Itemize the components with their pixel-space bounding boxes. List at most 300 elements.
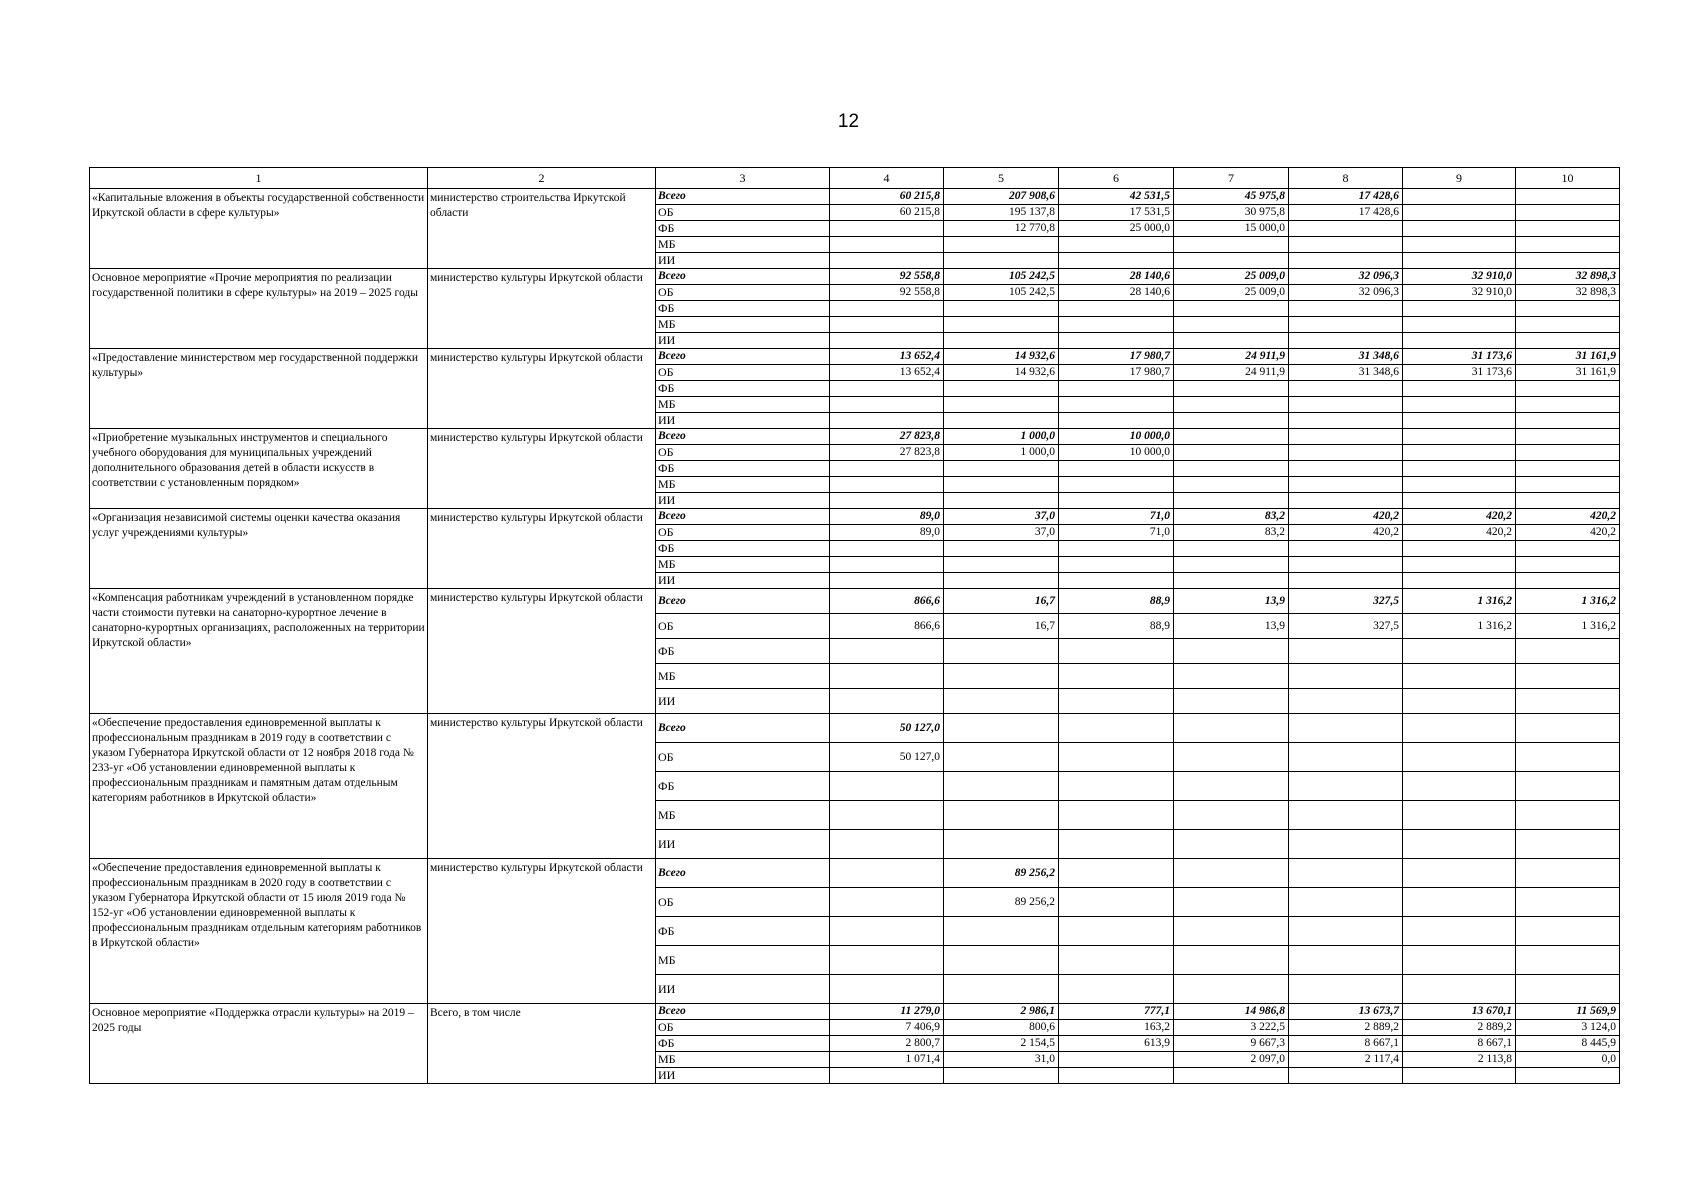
value-cell <box>1403 397 1516 413</box>
measure-description: «Приобретение музыкальных инструментов и специального учебного оборудования для муниципальных учреждений дополнительного образования детей в области искусств в соответствии с установленным порядком» <box>90 429 428 509</box>
value-cell: 25 009,0 <box>1174 285 1289 301</box>
value-cell <box>830 946 944 975</box>
value-cell <box>830 317 944 333</box>
funding-source-cell: ФБ <box>656 301 830 317</box>
value-cell <box>1516 689 1620 714</box>
value-cell <box>1516 253 1620 269</box>
value-cell: 50 127,0 <box>830 743 944 772</box>
value-cell <box>1516 541 1620 557</box>
value-cell: 800,6 <box>944 1020 1059 1036</box>
value-cell: 420,2 <box>1516 525 1620 541</box>
value-cell: 60 215,8 <box>830 205 944 221</box>
funding-source-cell: ОБ <box>656 888 830 917</box>
value-cell: 30 975,8 <box>1174 205 1289 221</box>
value-cell: 2 889,2 <box>1289 1020 1403 1036</box>
value-cell: 2 986,1 <box>944 1004 1059 1020</box>
value-cell <box>944 743 1059 772</box>
value-cell <box>1516 639 1620 664</box>
value-cell <box>944 317 1059 333</box>
value-cell <box>1174 573 1289 589</box>
value-cell <box>1059 714 1174 743</box>
funding-source-cell: ИИ <box>656 830 830 859</box>
funding-source-cell: ИИ <box>656 975 830 1004</box>
value-cell <box>1516 772 1620 801</box>
value-cell <box>1289 221 1403 237</box>
value-cell <box>1289 859 1403 888</box>
value-cell <box>944 381 1059 397</box>
value-cell <box>1403 639 1516 664</box>
value-cell <box>1174 541 1289 557</box>
value-cell: 31 161,9 <box>1516 365 1620 381</box>
funding-source-cell: ОБ <box>656 1020 830 1036</box>
value-cell <box>944 397 1059 413</box>
value-cell <box>1289 946 1403 975</box>
value-cell: 88,9 <box>1059 589 1174 614</box>
value-cell <box>1516 1068 1620 1084</box>
funding-source-cell: ОБ <box>656 285 830 301</box>
value-cell <box>1174 664 1289 689</box>
value-cell <box>830 237 944 253</box>
funding-source-cell: ФБ <box>656 639 830 664</box>
value-cell <box>1059 493 1174 509</box>
column-number: 1 <box>90 168 428 189</box>
executor-cell: министерство культуры Иркутской области <box>428 269 656 349</box>
value-cell <box>1516 477 1620 493</box>
measure-description: «Организация независимой системы оценки качества оказания услуг учреждениями культуры» <box>90 509 428 589</box>
value-cell <box>830 493 944 509</box>
column-number: 2 <box>428 168 656 189</box>
funding-source-cell: ИИ <box>656 573 830 589</box>
value-cell <box>1059 1052 1174 1068</box>
column-number-row <box>90 168 1620 189</box>
value-cell <box>1403 946 1516 975</box>
value-cell <box>830 639 944 664</box>
funding-source-cell: Всего <box>656 714 830 743</box>
value-cell: 17 980,7 <box>1059 349 1174 365</box>
value-cell <box>1289 381 1403 397</box>
value-cell <box>1289 397 1403 413</box>
value-cell <box>830 772 944 801</box>
value-cell: 27 823,8 <box>830 429 944 445</box>
value-cell <box>1174 772 1289 801</box>
value-cell <box>1403 689 1516 714</box>
value-cell: 13 652,4 <box>830 349 944 365</box>
value-cell: 83,2 <box>1174 525 1289 541</box>
value-cell <box>1289 639 1403 664</box>
value-cell: 60 215,8 <box>830 189 944 205</box>
column-number: 5 <box>944 168 1059 189</box>
funding-source-cell: МБ <box>656 397 830 413</box>
value-cell: 32 898,3 <box>1516 285 1620 301</box>
value-cell: 17 980,7 <box>1059 365 1174 381</box>
funding-source-cell: Всего <box>656 269 830 285</box>
value-cell <box>1174 413 1289 429</box>
funding-source-cell: Всего <box>656 859 830 888</box>
value-cell: 105 242,5 <box>944 285 1059 301</box>
value-cell <box>1059 772 1174 801</box>
executor-cell: министерство культуры Иркутской области <box>428 509 656 589</box>
column-number: 8 <box>1289 168 1403 189</box>
value-cell <box>1289 301 1403 317</box>
executor-cell: Всего, в том числе <box>428 1004 656 1084</box>
value-cell <box>944 333 1059 349</box>
value-cell: 1 000,0 <box>944 445 1059 461</box>
value-cell <box>944 413 1059 429</box>
value-cell <box>1174 801 1289 830</box>
value-cell: 3 124,0 <box>1516 1020 1620 1036</box>
value-cell <box>1516 801 1620 830</box>
value-cell: 32 096,3 <box>1289 269 1403 285</box>
funding-source-cell: ФБ <box>656 1036 830 1052</box>
value-cell <box>1516 830 1620 859</box>
value-cell: 13,9 <box>1174 589 1289 614</box>
value-cell: 1 071,4 <box>830 1052 944 1068</box>
value-cell <box>1174 946 1289 975</box>
value-cell <box>1403 664 1516 689</box>
value-cell <box>1403 445 1516 461</box>
value-cell: 11 279,0 <box>830 1004 944 1020</box>
value-cell <box>1403 333 1516 349</box>
value-cell: 32 096,3 <box>1289 285 1403 301</box>
funding-source-cell: ФБ <box>656 917 830 946</box>
value-cell: 31 161,9 <box>1516 349 1620 365</box>
value-cell <box>1516 333 1620 349</box>
value-cell <box>1289 445 1403 461</box>
value-cell: 613,9 <box>1059 1036 1174 1052</box>
value-cell <box>830 301 944 317</box>
column-number: 4 <box>830 168 944 189</box>
value-cell: 50 127,0 <box>830 714 944 743</box>
funding-source-cell: МБ <box>656 317 830 333</box>
value-cell <box>1059 333 1174 349</box>
value-cell <box>944 237 1059 253</box>
value-cell <box>1516 301 1620 317</box>
value-cell <box>1174 429 1289 445</box>
value-cell: 31 173,6 <box>1403 365 1516 381</box>
value-cell: 88,9 <box>1059 614 1174 639</box>
funding-source-cell: ОБ <box>656 525 830 541</box>
table-body <box>90 168 1620 1084</box>
value-cell <box>944 664 1059 689</box>
value-cell <box>1174 237 1289 253</box>
funding-source-cell: ФБ <box>656 772 830 801</box>
funding-source-cell: Всего <box>656 1004 830 1020</box>
value-cell: 31 173,6 <box>1403 349 1516 365</box>
value-cell <box>1059 1068 1174 1084</box>
value-cell <box>1059 477 1174 493</box>
value-cell: 42 531,5 <box>1059 189 1174 205</box>
value-cell <box>1403 830 1516 859</box>
value-cell <box>1174 477 1289 493</box>
funding-source-cell: ОБ <box>656 205 830 221</box>
value-cell: 12 770,8 <box>944 221 1059 237</box>
value-cell <box>1174 917 1289 946</box>
value-cell: 45 975,8 <box>1174 189 1289 205</box>
value-cell <box>1516 859 1620 888</box>
value-cell <box>1174 689 1289 714</box>
value-cell <box>944 1068 1059 1084</box>
value-cell <box>1174 1068 1289 1084</box>
value-cell: 10 000,0 <box>1059 445 1174 461</box>
value-cell: 2 889,2 <box>1403 1020 1516 1036</box>
value-cell <box>1059 689 1174 714</box>
value-cell <box>830 221 944 237</box>
value-cell: 2 154,5 <box>944 1036 1059 1052</box>
value-cell <box>1516 557 1620 573</box>
value-cell <box>1174 317 1289 333</box>
value-cell: 13 673,7 <box>1289 1004 1403 1020</box>
value-cell: 9 667,3 <box>1174 1036 1289 1052</box>
value-cell <box>1059 237 1174 253</box>
value-cell <box>1059 317 1174 333</box>
funding-source-cell: ФБ <box>656 221 830 237</box>
value-cell: 420,2 <box>1403 525 1516 541</box>
value-cell <box>1174 859 1289 888</box>
value-cell <box>1403 413 1516 429</box>
value-cell <box>830 253 944 269</box>
value-cell <box>1289 557 1403 573</box>
value-cell <box>1403 381 1516 397</box>
value-cell <box>830 413 944 429</box>
funding-source-cell: МБ <box>656 237 830 253</box>
value-cell: 8 667,1 <box>1403 1036 1516 1052</box>
funding-source-cell: Всего <box>656 349 830 365</box>
value-cell <box>1059 975 1174 1004</box>
value-cell <box>944 689 1059 714</box>
value-cell: 8 667,1 <box>1289 1036 1403 1052</box>
value-cell <box>1403 975 1516 1004</box>
value-cell <box>1403 714 1516 743</box>
value-cell <box>1174 253 1289 269</box>
page-number: 12 <box>837 111 860 132</box>
value-cell <box>830 689 944 714</box>
value-cell <box>830 1068 944 1084</box>
funding-source-cell: ИИ <box>656 333 830 349</box>
value-cell <box>1059 413 1174 429</box>
value-cell <box>1289 573 1403 589</box>
value-cell <box>1516 743 1620 772</box>
value-cell: 105 242,5 <box>944 269 1059 285</box>
value-cell <box>1059 917 1174 946</box>
executor-cell: министерство культуры Иркутской области <box>428 589 656 714</box>
value-cell <box>1059 253 1174 269</box>
column-number: 6 <box>1059 168 1174 189</box>
value-cell: 89 256,2 <box>944 859 1059 888</box>
value-cell <box>1059 557 1174 573</box>
measure-description: Основное мероприятие «Поддержка отрасли культуры» на 2019 – 2025 годы <box>90 1004 428 1084</box>
value-cell <box>944 714 1059 743</box>
value-cell <box>1403 1068 1516 1084</box>
value-cell <box>1174 493 1289 509</box>
value-cell <box>1289 917 1403 946</box>
value-cell: 32 898,3 <box>1516 269 1620 285</box>
value-cell <box>1516 413 1620 429</box>
column-number: 9 <box>1403 168 1516 189</box>
value-cell <box>1174 397 1289 413</box>
table-row-total <box>90 429 1620 445</box>
value-cell: 866,6 <box>830 589 944 614</box>
value-cell <box>1403 888 1516 917</box>
value-cell: 11 569,9 <box>1516 1004 1620 1020</box>
value-cell <box>944 253 1059 269</box>
value-cell <box>1174 381 1289 397</box>
executor-cell: министерство строительства Иркутской области <box>428 189 656 269</box>
value-cell <box>1059 664 1174 689</box>
value-cell <box>830 397 944 413</box>
table-row-total <box>90 589 1620 614</box>
value-cell <box>944 772 1059 801</box>
value-cell: 17 428,6 <box>1289 205 1403 221</box>
value-cell <box>1174 714 1289 743</box>
value-cell <box>830 541 944 557</box>
value-cell <box>1059 888 1174 917</box>
value-cell: 327,5 <box>1289 589 1403 614</box>
value-cell: 16,7 <box>944 589 1059 614</box>
value-cell: 1 316,2 <box>1403 589 1516 614</box>
funding-source-cell: МБ <box>656 664 830 689</box>
value-cell <box>1516 573 1620 589</box>
measure-description: «Компенсация работникам учреждений в установленном порядке части стоимости путевки на санаторно-курортное лечение в санаторно-курортных организациях, расположенных на территории Иркутской области» <box>90 589 428 714</box>
value-cell: 89,0 <box>830 525 944 541</box>
value-cell <box>830 859 944 888</box>
value-cell <box>1516 445 1620 461</box>
value-cell <box>1403 189 1516 205</box>
value-cell: 420,2 <box>1516 509 1620 525</box>
value-cell: 89 256,2 <box>944 888 1059 917</box>
value-cell <box>1289 664 1403 689</box>
value-cell <box>1289 253 1403 269</box>
value-cell <box>944 461 1059 477</box>
value-cell <box>1516 397 1620 413</box>
value-cell <box>1403 917 1516 946</box>
funding-source-cell: МБ <box>656 946 830 975</box>
value-cell <box>1516 461 1620 477</box>
value-cell <box>1289 461 1403 477</box>
value-cell: 15 000,0 <box>1174 221 1289 237</box>
value-cell <box>1516 917 1620 946</box>
funding-source-cell: Всего <box>656 429 830 445</box>
value-cell: 24 911,9 <box>1174 349 1289 365</box>
value-cell <box>1516 237 1620 253</box>
value-cell <box>1516 429 1620 445</box>
table-row-total <box>90 509 1620 525</box>
funding-source-cell: ИИ <box>656 1068 830 1084</box>
value-cell <box>1516 714 1620 743</box>
column-number: 7 <box>1174 168 1289 189</box>
value-cell: 31 348,6 <box>1289 365 1403 381</box>
value-cell: 2 117,4 <box>1289 1052 1403 1068</box>
measure-description: «Предоставление министерством мер государственной поддержки культуры» <box>90 349 428 429</box>
value-cell <box>1174 301 1289 317</box>
value-cell: 13,9 <box>1174 614 1289 639</box>
value-cell: 28 140,6 <box>1059 269 1174 285</box>
value-cell: 163,2 <box>1059 1020 1174 1036</box>
value-cell <box>1289 689 1403 714</box>
value-cell: 32 910,0 <box>1403 285 1516 301</box>
table-row-total <box>90 189 1620 205</box>
value-cell <box>1289 429 1403 445</box>
value-cell <box>1059 830 1174 859</box>
value-cell <box>830 381 944 397</box>
value-cell: 2 097,0 <box>1174 1052 1289 1068</box>
value-cell <box>1289 541 1403 557</box>
value-cell <box>944 801 1059 830</box>
value-cell: 420,2 <box>1403 509 1516 525</box>
funding-source-cell: ИИ <box>656 493 830 509</box>
executor-cell: министерство культуры Иркутской области <box>428 714 656 859</box>
value-cell <box>1403 477 1516 493</box>
value-cell <box>1516 221 1620 237</box>
value-cell: 31,0 <box>944 1052 1059 1068</box>
value-cell <box>1174 888 1289 917</box>
value-cell <box>944 493 1059 509</box>
value-cell <box>1403 772 1516 801</box>
value-cell <box>944 917 1059 946</box>
value-cell <box>1289 317 1403 333</box>
measure-description: «Обеспечение предоставления единовременной выплаты к профессиональным праздникам в 2020 году в соответствии с указом Губернатора Иркутской области от 15 июля 2019 года № 152-уг «Об установлении единовременной выплаты к профессиональным праздникам отдельным категориям работников в Иркутской области» <box>90 859 428 1004</box>
value-cell <box>944 541 1059 557</box>
value-cell <box>944 301 1059 317</box>
value-cell: 92 558,8 <box>830 269 944 285</box>
value-cell <box>830 975 944 1004</box>
executor-cell: министерство культуры Иркутской области <box>428 429 656 509</box>
value-cell: 3 222,5 <box>1174 1020 1289 1036</box>
funding-source-cell: Всего <box>656 509 830 525</box>
value-cell: 89,0 <box>830 509 944 525</box>
funding-source-cell: Всего <box>656 189 830 205</box>
value-cell <box>1516 205 1620 221</box>
value-cell <box>1289 888 1403 917</box>
value-cell: 1 316,2 <box>1516 589 1620 614</box>
value-cell <box>1516 317 1620 333</box>
value-cell <box>1174 557 1289 573</box>
value-cell <box>1289 237 1403 253</box>
value-cell <box>1403 461 1516 477</box>
value-cell: 37,0 <box>944 525 1059 541</box>
value-cell <box>1174 461 1289 477</box>
value-cell <box>1289 477 1403 493</box>
value-cell <box>1174 743 1289 772</box>
value-cell <box>1059 801 1174 830</box>
value-cell <box>830 557 944 573</box>
measure-description: Основное мероприятие «Прочие мероприятия по реализации государственной политики в сфере культуры» на 2019 – 2025 годы <box>90 269 428 349</box>
value-cell: 7 406,9 <box>830 1020 944 1036</box>
value-cell: 2 113,8 <box>1403 1052 1516 1068</box>
funding-source-cell: ИИ <box>656 253 830 269</box>
value-cell <box>1403 253 1516 269</box>
value-cell: 10 000,0 <box>1059 429 1174 445</box>
value-cell <box>1174 333 1289 349</box>
value-cell <box>1516 946 1620 975</box>
value-cell <box>1516 189 1620 205</box>
value-cell: 777,1 <box>1059 1004 1174 1020</box>
value-cell: 24 911,9 <box>1174 365 1289 381</box>
value-cell <box>1059 859 1174 888</box>
value-cell <box>830 888 944 917</box>
measure-description: «Обеспечение предоставления единовременной выплаты к профессиональным праздникам в 2019 году в соответствии с указом Губернатора Иркутской области от 12 ноября 2018 года № 233-уг «Об установлении единовременной выплаты к профессиональным праздникам и памятным датам отдельным категориям работников в Иркутской области» <box>90 714 428 859</box>
value-cell <box>830 664 944 689</box>
value-cell <box>1403 237 1516 253</box>
value-cell <box>1403 801 1516 830</box>
value-cell: 8 445,9 <box>1516 1036 1620 1052</box>
value-cell <box>1289 1068 1403 1084</box>
value-cell <box>1174 830 1289 859</box>
value-cell <box>830 830 944 859</box>
value-cell <box>944 639 1059 664</box>
value-cell: 17 428,6 <box>1289 189 1403 205</box>
table-row-total <box>90 1004 1620 1020</box>
value-cell: 866,6 <box>830 614 944 639</box>
